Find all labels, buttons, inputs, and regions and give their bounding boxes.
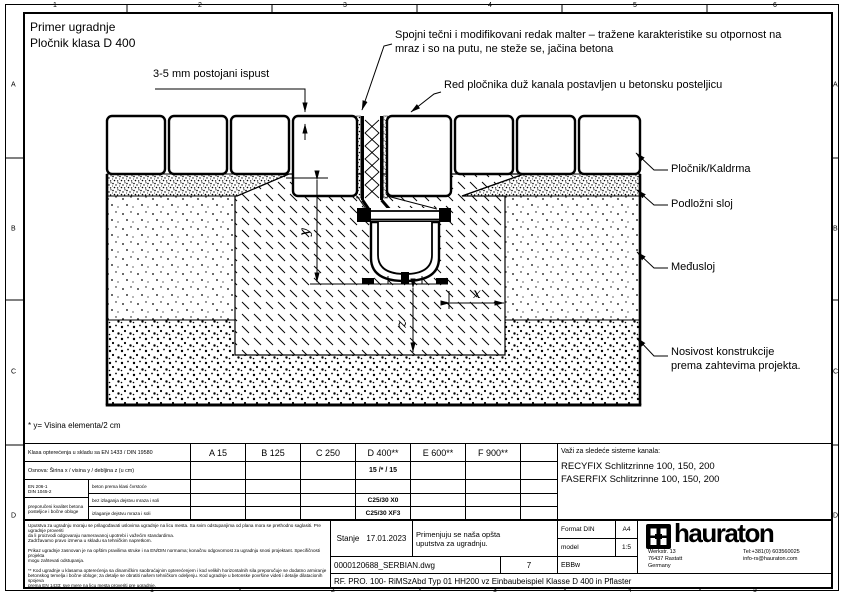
concrete-cell: [521, 507, 558, 521]
status-label: Stanje: [336, 534, 360, 543]
grid-col-bottom-1: 1: [150, 587, 154, 594]
load-class-table: [24, 443, 832, 520]
norm-note-cell: [25, 498, 89, 521]
concrete-cell: [191, 507, 246, 521]
concrete-row3-label-cell: [89, 507, 191, 521]
concrete-cell: [521, 480, 558, 494]
file-name: 0000120688_SERBIAN.dwg: [334, 560, 435, 570]
dim-z-label: z: [394, 320, 410, 328]
grid-col-bottom-2: 2: [331, 587, 335, 594]
concrete-cell: [466, 507, 521, 521]
concrete-cell: [191, 480, 246, 494]
concrete-cell: [411, 480, 466, 494]
address-line3: Germany: [648, 563, 671, 569]
title-block: [24, 520, 832, 588]
dim-x-label: x: [473, 286, 481, 302]
note-cell: [413, 521, 558, 557]
note-line1: Primenjuju se naša opšta: [416, 529, 501, 539]
callout-mortar-line2: mraz i so na putu, ne steže se, jačina betona: [395, 43, 614, 55]
phone: Tel:+381(0) 603560025: [743, 549, 800, 555]
grid-col-top-6: 6: [773, 2, 777, 9]
concrete-row1-label: beton prema klasi čvrstoće: [92, 484, 147, 489]
systems-item-faserfix: FASERFIX Schlitzrinne 100, 150, 200: [561, 474, 720, 485]
class-a15: A 15: [191, 444, 246, 462]
disclaimer-text: ** Kod ugradnje u klasama opterećenja sa dinamičkim saobraćajnim opterećenjem i kod velikih horizontalnih sila preporučuje se dodatno armiranje: [28, 568, 327, 573]
status-cell: [331, 521, 413, 557]
norm-note-line2: posteljice i bočne obloge: [28, 509, 79, 514]
disclaimer-text: mogu zahtevati odstupanja.: [28, 558, 85, 563]
concrete-d400-row3: C25/30 XF3: [356, 507, 411, 521]
slot-joint: [357, 116, 393, 211]
class-e600: E 600**: [411, 444, 466, 462]
email: info-rs@hauraton.com: [743, 556, 798, 562]
note-line2: uputstva za ugradnju.: [416, 538, 488, 548]
grid-col-top-4: 4: [488, 2, 492, 9]
norm-line1: EN 206-1: [28, 483, 48, 489]
scale-label-cell: [558, 539, 616, 557]
format-label: Format DIN: [561, 526, 595, 533]
norm-line2: DIN 1045-2: [28, 488, 52, 494]
foundation-row-label-cell: [25, 462, 191, 480]
disclaimer-cell: [25, 521, 331, 589]
drawing-title-cell: [331, 574, 833, 589]
editor: EBBw: [561, 561, 581, 569]
foundation-e600: [411, 462, 466, 480]
label-bedding: Podložni sloj: [671, 198, 733, 210]
norm-cell: [25, 480, 89, 498]
callout-joint-gap: 3-5 mm postojani ispust: [153, 68, 270, 80]
scale-value: 1:5: [621, 544, 632, 551]
grid-row-right-b: B: [833, 225, 838, 233]
brand-wordmark: hauraton: [674, 521, 774, 548]
format-value: A4: [622, 526, 631, 533]
concrete-row2-label-cell: [89, 494, 191, 507]
dim-y-label: y: [297, 228, 313, 236]
grid-row-right-c: C: [833, 368, 839, 376]
label-pavement: Pločnik/Kaldrma: [671, 163, 751, 175]
footnote: * y= Visina elementa/2 cm: [28, 421, 121, 430]
callout-mortar-line1: Spojni tečni i modifikovani redak malter – tražene karakteristike su otpornost na: [395, 29, 782, 41]
concrete-cell: [246, 507, 301, 521]
status-date: 17.01.2023: [366, 534, 407, 543]
grid-row-right-d: D: [833, 512, 839, 520]
logo-cell: [638, 521, 833, 574]
grid-col-top-1: 1: [53, 2, 57, 9]
class-row-label-cell: [25, 444, 191, 462]
concrete-cell: [191, 494, 246, 507]
concrete-row1-label-cell: [89, 480, 191, 494]
scale-label: model: [561, 544, 579, 551]
disclaimer-text: prema EN 1433; sve mere na licu mesta proveriti pre ugradnje.: [28, 583, 156, 588]
grid-col-bottom-3: 3: [493, 587, 497, 594]
grid-row-left-d: D: [11, 512, 17, 520]
concrete-d400-row2: C25/30 X0: [356, 494, 411, 507]
concrete-cell: [411, 507, 466, 521]
foundation-row-label: Osnova: Širina x / visina y / debljina z (u cm): [28, 467, 135, 474]
address-line1: Werkstr. 13: [648, 549, 676, 555]
foundation-c250: [301, 462, 356, 480]
format-label-cell: [558, 521, 616, 539]
class-f900: F 900**: [466, 444, 521, 462]
concrete-row3-label: izlaganje dejstvu mraza i soli: [92, 511, 151, 516]
disclaimer-text: da li proizvodi odgovaraju nameravanoj upotrebi i važećim standardima.: [28, 533, 175, 538]
concrete-cell: [301, 494, 356, 507]
class-d400: D 400**: [356, 444, 411, 462]
grid-row-left-c: C: [11, 368, 17, 376]
grid-row-left-a: A: [11, 81, 16, 89]
class-row-label: Klasa opterećenja u skladu sa EN 1433 / DIN 19580: [28, 449, 153, 456]
callout-paver-row: Red pločnika duž kanala postavljen u betonsku posteljicu: [444, 79, 723, 91]
grid-row-left-b: B: [11, 225, 16, 233]
concrete-row2-label: bez izlaganja dejstvu mraza i soli: [92, 497, 160, 503]
grid-col-top-3: 3: [343, 2, 347, 9]
concrete-cell: [466, 494, 521, 507]
grid-row-right-a: A: [833, 81, 838, 89]
page-title-line2: Pločnik klasa D 400: [30, 36, 136, 50]
format-value-cell: [616, 521, 638, 539]
label-subbase-line1: Nosivost konstrukcije: [671, 346, 775, 358]
label-mid-layer: Međusloj: [671, 261, 716, 273]
address-line2: 76437 Rastatt: [648, 556, 683, 562]
concrete-cell: [246, 480, 301, 494]
label-subbase-line2: prema zahtevima projekta.: [671, 360, 801, 372]
concrete-cell: [466, 480, 521, 494]
class-c250: C 250: [301, 444, 356, 462]
foundation-b125: [246, 462, 301, 480]
drawing-title: RF. PRO. 100- RiMSzAbd Typ 01 HH200 vz Einbaubeispiel Klasse D 400 in Pflaster: [334, 576, 632, 586]
file-name-cell: [331, 557, 501, 574]
editor-cell: [558, 557, 638, 574]
page-title-line1: Primer ugradnje: [30, 20, 116, 34]
concrete-cell: [301, 480, 356, 494]
class-extra: [521, 444, 558, 462]
foundation-d400: 15 /* / 15: [356, 462, 411, 480]
concrete-cell: [411, 494, 466, 507]
foundation-f900: [466, 462, 521, 480]
systems-item-recyfix: RECYFIX Schlitzrinne 100, 150, 200: [561, 461, 715, 472]
grid-col-bottom-4: 4: [628, 587, 632, 594]
disclaimer-text: Zadržavamo pravo izmena u skladu sa tehničkim napretkom.: [28, 538, 152, 543]
foundation-a15: [191, 462, 246, 480]
concrete-cell: [246, 494, 301, 507]
class-b125: B 125: [246, 444, 301, 462]
disclaimer-text: Prikaz ugradnje zasnovan je na opštim pravilima struke i na EN/DIN normama; konačnu odgovornost za ugradnju snosi projektant. Specifičnosti projekta: [28, 548, 321, 558]
grid-col-bottom-5: 5: [753, 587, 757, 594]
concrete-cell: [521, 494, 558, 507]
systems-box: [558, 444, 833, 521]
norm-note-line1: preporučeni kvalitet betona: [28, 504, 84, 509]
grid-col-top-5: 5: [633, 2, 637, 9]
concrete-cell: [301, 507, 356, 521]
concrete-cell: [356, 480, 411, 494]
sheet-number-cell: [501, 557, 558, 574]
sheet-number: 7: [526, 560, 532, 570]
disclaimer-text: betonskog temelja i bočne obloge; za detalje se obratiti našem tehničkom odeljenju. Kod ugradnje u betonske površine videti i detalje dilatacionih spojeva: [28, 573, 323, 583]
grid-col-top-2: 2: [198, 2, 202, 9]
disclaimer-text: Uputstva za ugradnju moraju se prilagođavati uslovima ugradnje na licu mesta. Sa svim odstupanjima od plana mora se prethodno saglasiti. Pre ugradnje proveriti: [28, 523, 321, 533]
hauraton-logo-icon: [646, 524, 671, 549]
foundation-extra: [521, 462, 558, 480]
systems-heading: Važi za sledeće sisteme kanala:: [561, 448, 661, 455]
scale-value-cell: [616, 539, 638, 557]
